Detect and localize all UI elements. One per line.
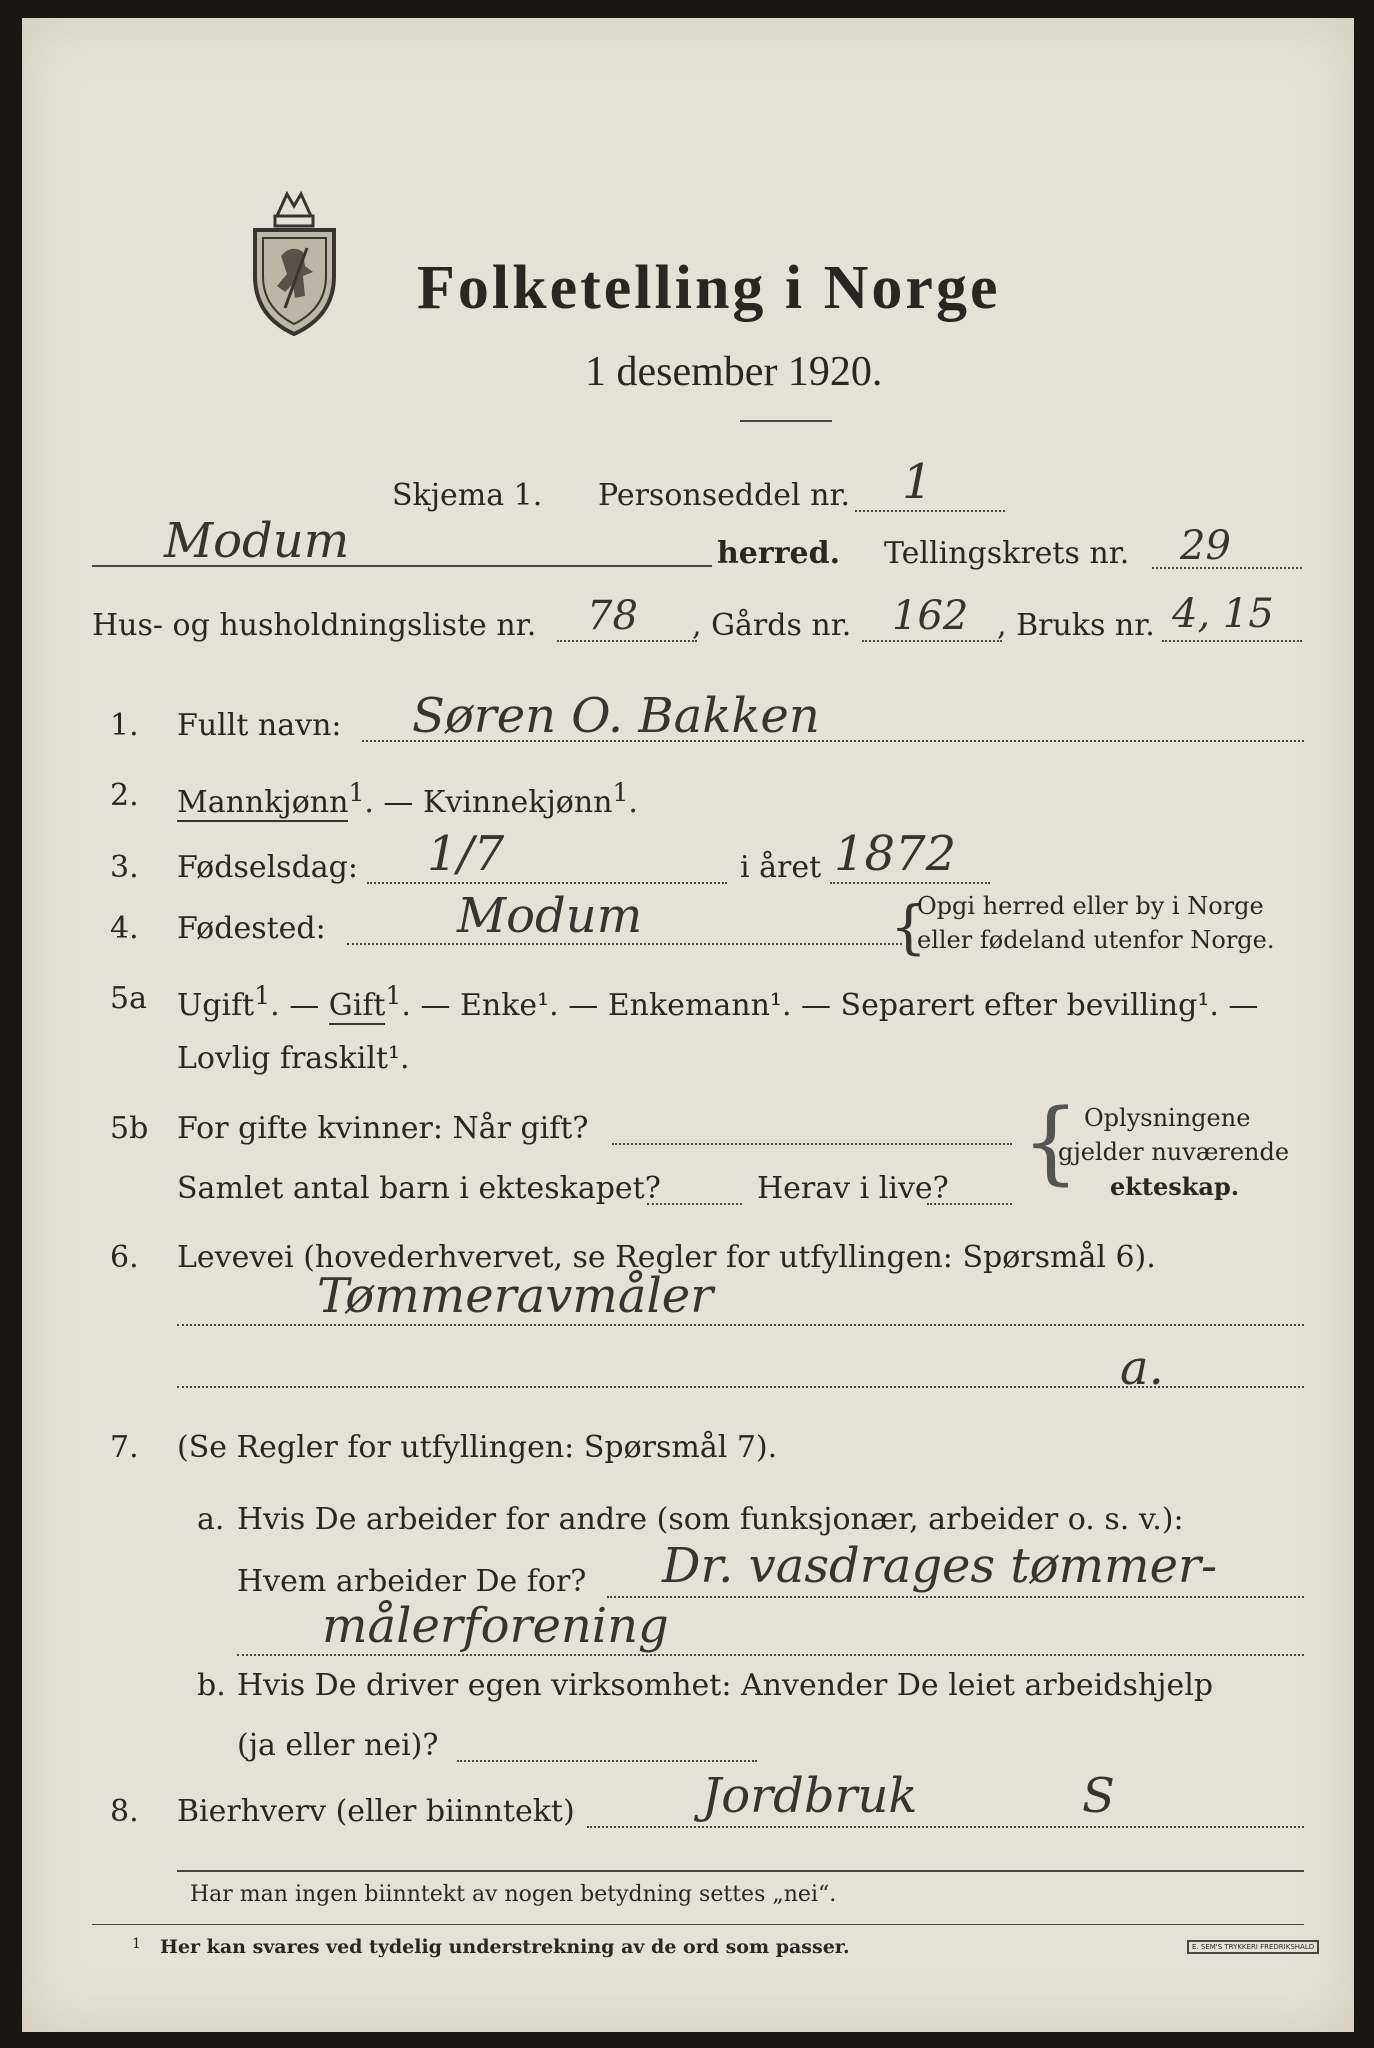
q2-separator: . — [364,785,423,820]
q1-value: Søren O. Bakken [412,688,820,744]
q3-year-value: 1872 [834,826,957,882]
q7-number: 7. [110,1430,139,1465]
q5b-label-3: Herav i live? [757,1171,949,1206]
q4-value: Modum [457,888,643,944]
q7a-line-1 [607,1596,1304,1598]
census-date: 1 desember 1920. [585,349,883,395]
q5b-line-3 [927,1203,1012,1205]
q5a-separator: . — [270,988,329,1023]
personseddel-label: Personseddel nr. [598,478,851,513]
q5b-label-2: Samlet antal barn i ekteskapet? [177,1171,661,1206]
census-form [22,18,1354,2032]
q5b-line-2 [647,1203,742,1205]
nei-note: Har man ingen biinntekt av nogen betydning settes „nei“. [190,1882,837,1907]
q8-number: 8. [110,1794,139,1829]
personseddel-line [855,510,1005,512]
q1-number: 1. [110,708,139,743]
q5a-sup: 1 [254,981,271,1010]
q8-value: Jordbruk [702,1768,918,1824]
q5a-rest: . — Enke¹. — Enkemann¹. — Separert efter bevilling¹. — [401,988,1259,1023]
q3-day-line [367,882,727,884]
q7b-label: Hvis De driver egen virksomhet: Anvender De leiet arbeidshjelp [237,1668,1214,1703]
bruks-value: 4, 15 [1172,591,1274,637]
coat-of-arms-icon [247,186,342,336]
q4-note-2: eller fødeland utenfor Norge. [917,926,1275,954]
q3-day-value: 1/7 [427,826,505,882]
q5a-fraskilt: Lovlig fraskilt¹. [177,1041,410,1076]
herred-value: Modum [164,513,350,569]
q5b-label-1: For gifte kvinner: Når gift? [177,1111,589,1146]
q7-label: (Se Regler for utfyllingen: Spørsmål 7). [177,1430,778,1465]
q5b-note-1: Oplysningene [1084,1104,1251,1132]
q2-end: . [628,785,638,820]
q5b-line-1 [612,1143,1012,1145]
household-value: 78 [587,593,638,639]
q2-number: 2. [110,778,139,813]
q1-label: Fullt navn: [177,708,342,743]
form-title: Folketelling i Norge [417,254,1001,322]
q6-label: Levevei (hovederhvervet, se Regler for utfyllingen: Spørsmål 6). [177,1240,1156,1275]
q7a-number: a. [197,1502,225,1537]
title-divider [740,420,832,422]
q3-year-line [830,882,990,884]
q2-sup-2: 1 [612,778,629,807]
herred-label: herred. [717,536,841,571]
footnote-mark: 1 [132,1936,141,1952]
footnote-divider [92,1924,1304,1925]
q4-brace: { [890,893,927,961]
q7a-label: Hvis De arbeider for andre (som funksjonær, arbeider o. s. v.): [237,1502,1184,1537]
q7b-question: (ja eller nei)? [237,1728,439,1763]
q8-line [587,1826,1304,1828]
q6-line-1 [177,1324,1304,1326]
q7b-line [457,1760,757,1762]
gards-label: , Gårds nr. [692,608,852,643]
q5a-number: 5a [110,981,147,1016]
household-line [557,640,697,642]
q6-number: 6. [110,1240,139,1275]
q3-year-label: i året [740,850,822,885]
q2-mann: Mannkjønn [177,785,349,820]
q4-number: 4. [110,911,139,946]
q5a-ugift: Ugift [177,988,255,1023]
bruks-label: , Bruks nr. [997,608,1155,643]
q3-number: 3. [110,850,139,885]
q8-label: Bierhverv (eller biinntekt) [177,1794,575,1829]
q6-value-2: a. [1120,1340,1164,1396]
q5a-sup-2: 1 [385,981,402,1010]
q5b-note-2: gjelder nuværende [1058,1138,1290,1166]
q7a-value-1: Dr. vasdrages tømmer- [662,1538,1218,1594]
bruks-line [1162,640,1302,642]
q7a-value-2: målerforening [322,1598,669,1654]
q4-note-1: Opgi herred eller by i Norge [917,892,1264,920]
tellingskrets-value: 29 [1180,523,1231,569]
q5b-note-3: ekteskap. [1110,1172,1240,1201]
q7a-question: Hvem arbeider De for? [237,1564,587,1599]
gards-line [862,640,1002,642]
q5b-brace: { [1022,1090,1080,1195]
q7a-line-2 [237,1654,1304,1656]
q5a-gift: Gift [328,988,386,1023]
q8-value-2: S [1082,1768,1115,1824]
bottom-divider [177,1870,1304,1872]
q2-options [177,778,638,820]
q7b-number: b. [197,1668,226,1703]
q2-sup-1: 1 [348,778,365,807]
personseddel-value: 1 [902,454,933,510]
tellingskrets-label: Tellingskrets nr. [884,536,1130,571]
q4-label: Fødested: [177,911,326,946]
gards-value: 162 [892,593,969,639]
footnote-text: Her kan svares ved tydelig understrekning av de ord som passer. [160,1936,850,1958]
q2-kvinne: Kvinnekjønn [422,785,613,820]
q5a-options [177,981,1258,1023]
household-label: Hus- og husholdningsliste nr. [92,608,537,643]
schema-label: Skjema 1. [392,478,543,513]
q6-value: Tømmeravmåler [317,1268,714,1324]
printer-stamp: E. SEM'S TRYKKERI FREDRIKSHALD [1187,1940,1319,1954]
q5b-number: 5b [110,1111,149,1146]
q3-label: Fødselsdag: [177,850,358,885]
